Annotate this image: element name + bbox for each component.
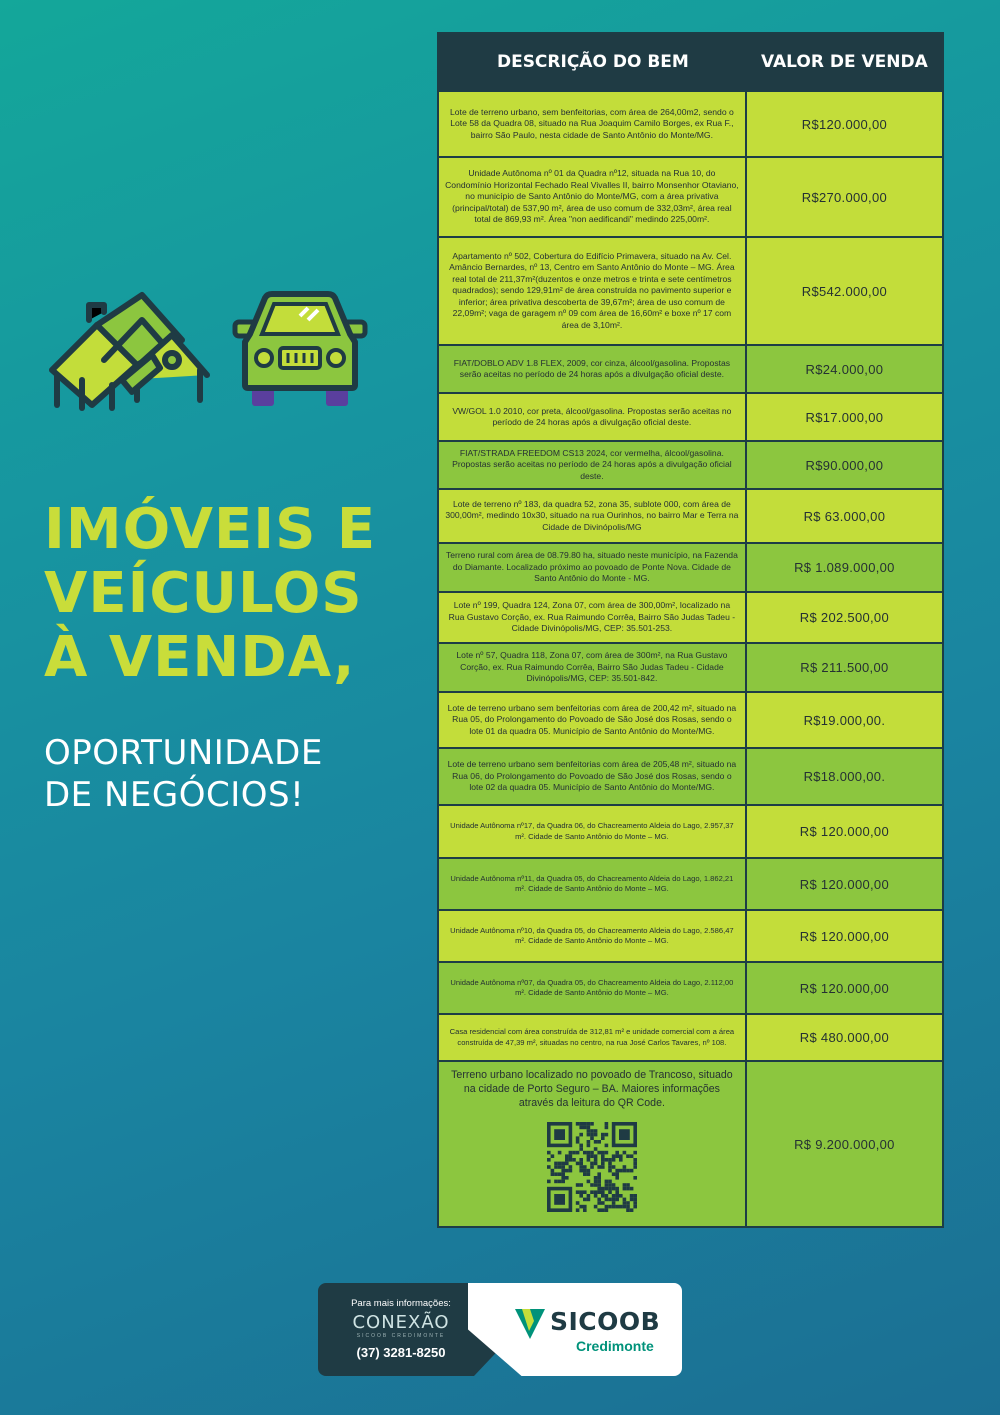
row-description (439, 238, 747, 344)
houses-icon (42, 290, 212, 415)
row-value: R$18.000,00. (747, 749, 942, 804)
row-description-text: Unidade Autônoma nº17, da Quadra 06, do Chacreamento Aldeia do Lago, 2.957,37 m². Cidade de Santo Antônio do Monte – MG. (450, 821, 734, 841)
row-description-text: Lote de terreno nº 183, da quadra 52, zona 35, sublote 000, com área de 300,00m², medindo 10x30, situado na rua Ourinhos, no bairro Mar e Terra na Cidade de Divinópolis/MG (445, 498, 739, 532)
row-description (439, 490, 747, 542)
row-value: R$ 120.000,00 (747, 963, 942, 1013)
table-header (439, 34, 942, 90)
row-description-text: Unidade Autônoma nº 01 da Quadra nº12, situada na Rua 10, do Condomínio Horizontal Fechado Real Vivalles II, bairro Monsenhor Otaviano, no município de Santo Antônio do Monte/MG, com a área privativa (principal/total) de 537,90 m², área de uso comum de 332,03m², área real total de 869,93 m². Área "non aedificandi" medindo 225,00m². (445, 168, 739, 225)
row-description (439, 963, 747, 1013)
row-description (439, 442, 747, 488)
headline-line-3: À VENDA, (44, 625, 356, 690)
subheadline-line-1: OPORTUNIDADE (44, 733, 323, 773)
table-row (439, 591, 942, 642)
row-description-text: Lote de terreno urbano sem benfeitorias com área de 205,48 m², situado na Rua 06, do Prolongamento do Povoado de São José dos Rosas, sendo o lote 02 da quadra 05. Município de Santo Antônio do Monte/MG. (447, 759, 737, 793)
row-description (439, 1062, 747, 1226)
table-row (439, 747, 942, 804)
footer-contact (318, 1283, 682, 1376)
row-description (439, 749, 747, 804)
row-value: R$ 480.000,00 (747, 1015, 942, 1060)
table-row (439, 1013, 942, 1060)
row-description (439, 593, 747, 642)
row-value: R$ 202.500,00 (747, 593, 942, 642)
table-row (439, 642, 942, 691)
illustration-group (42, 290, 372, 415)
table-row (439, 344, 942, 392)
row-description-text: Unidade Autônoma nº07, da Quadra 05, do Chacreamento Aldeia do Lago, 2.112,00 m². Cidade de Santo Antônio do Monte – MG. (450, 977, 734, 997)
qr-code-icon[interactable] (547, 1122, 637, 1212)
row-value: R$542.000,00 (747, 238, 942, 344)
row-description-text: Casa residencial com área construída de 312,81 m² e unidade comercial com a área construída de 47,39 m², situadas no centro, na rua José Carlos Tavares, nº 108. (449, 1027, 735, 1047)
headline-line-1: IMÓVEIS E (44, 497, 377, 562)
row-value: R$19.000,00. (747, 693, 942, 747)
row-description (439, 92, 747, 156)
row-value: R$120.000,00 (747, 92, 942, 156)
row-value: R$ 63.000,00 (747, 490, 942, 542)
row-description-text: Lote de terreno urbano, sem benfeitorias, com área de 264,00m2, sendo o Lote 58 da Quadra 08, situado na Rua Joaquim Camilo Borges, ex Rua F., bairro São Paulo, nesta cidade de Santo Antônio do Monte/MG. (450, 106, 734, 140)
table-row (439, 909, 942, 961)
header-value: VALOR DE VENDA (761, 52, 928, 72)
row-description (439, 544, 747, 591)
row-description (439, 911, 747, 961)
table-row (439, 961, 942, 1013)
table-row (439, 1060, 942, 1226)
row-description-text: Lote nº 199, Quadra 124, Zona 07, com área de 300,00m², localizado na Rua Gustavo Corção, ex. Rua Raimundo Corrêa, Bairro São Judas Tadeu - Cidade Divinópolis/MG, CEP: 35.501-253. (448, 600, 736, 634)
table-row (439, 542, 942, 591)
row-value: R$ 9.200.000,00 (747, 1062, 942, 1226)
row-description (439, 158, 747, 236)
table-row (439, 392, 942, 440)
conexao-brand-sub: SICOOB CREDIMONTE (356, 1333, 446, 1339)
sicoob-name: SICOOB (550, 1307, 661, 1336)
header-description: DESCRIÇÃO DO BEM (496, 52, 689, 72)
row-description-text: FIAT/DOBLO ADV 1.8 FLEX, 2009, cor cinza, álcool/gasolina. Propostas serão aceitas no período de 24 horas após a divulgação oficial deste. (453, 357, 731, 379)
row-description (439, 394, 747, 440)
table-row (439, 90, 942, 156)
row-value: R$24.000,00 (747, 346, 942, 392)
listings-table (437, 32, 944, 1228)
row-description-text: FIAT/STRADA FREEDOM CS13 2024, cor vermelha, álcool/gasolina. Propostas serão aceitas no período de 24 horas após a divulgação oficial deste. (452, 447, 732, 481)
table-row (439, 691, 942, 747)
table-row (439, 156, 942, 236)
subheadline (44, 732, 424, 816)
row-description-text: Apartamento nº 502, Cobertura do Edifício Primavera, situado na Av. Cel. Amâncio Bernardes, nº 13, Centro em Santo Antônio do Monte – MG. Área real total de 211,37m²(duzentos e onze metros e trinta e sete centímetros quadrados); sendo 129,91m² de área construída no pavimento superior e inferior; área privativa descoberta de 39,67m²; área de uso comum de 22,09m²; vaga de garagem nº 09 com área de 16,60m² e boxe nº 17 com área de 3,10m². (449, 251, 735, 330)
headline (44, 498, 424, 690)
sicoob-sub: Credimonte (576, 1338, 654, 1354)
row-description (439, 806, 747, 857)
row-value: R$ 120.000,00 (747, 806, 942, 857)
row-value: R$17.000,00 (747, 394, 942, 440)
subheadline-line-2: DE NEGÓCIOS! (44, 775, 305, 815)
conexao-brand: CONEXÃO (352, 1312, 450, 1333)
row-description (439, 346, 747, 392)
table-row (439, 440, 942, 488)
row-value: R$ 120.000,00 (747, 911, 942, 961)
headline-line-2: VEÍCULOS (44, 561, 363, 626)
contact-info (336, 1298, 466, 1360)
row-value: R$270.000,00 (747, 158, 942, 236)
info-label: Para mais informações: (351, 1298, 451, 1309)
phone-number[interactable]: (37) 3281-8250 (356, 1345, 446, 1360)
row-description (439, 1015, 747, 1060)
table-row (439, 857, 942, 909)
row-description-text: Terreno urbano localizado no povoado de Trancoso, situado na cidade de Porto Seguro – BA. Maiores informações através da leitura do QR Code. (451, 1069, 733, 1109)
car-icon (230, 290, 370, 410)
table-body (439, 90, 942, 1226)
table-row (439, 488, 942, 542)
row-description-text: VW/GOL 1.0 2010, cor preta, álcool/gasolina. Propostas serão aceitas no período de 24 horas após a divulgação oficial deste. (452, 405, 732, 427)
row-description-text: Terreno rural com área de 08.79.80 ha, situado neste município, na Fazenda do Diamante. Localizado próximo ao povoado de Ponte Nova. Cidade de Santo Antônio do Monte - MG. (445, 550, 738, 584)
row-description (439, 693, 747, 747)
row-description (439, 859, 747, 909)
row-description-text: Lote de terreno urbano sem benfeitorias com área de 200,42 m², situado na Rua 05, do Prolongamento do Povoado de São José dos Rosas, sendo o lote 01 da quadra 05. Município de Santo Antônio do Monte/MG. (447, 702, 737, 736)
table-row (439, 804, 942, 857)
row-value: R$90.000,00 (747, 442, 942, 488)
row-value: R$ 1.089.000,00 (747, 544, 942, 591)
sicoob-logo-icon (513, 1307, 547, 1341)
row-description-text: Unidade Autônoma nº10, da Quadra 05, do Chacreamento Aldeia do Lago, 2.586,47 m². Cidade de Santo Antônio do Monte – MG. (450, 925, 734, 945)
row-value: R$ 120.000,00 (747, 859, 942, 909)
row-description-text: Unidade Autônoma nº11, da Quadra 05, do Chacreamento Aldeia do Lago, 1.862,21 m². Cidade de Santo Antônio do Monte – MG. (450, 873, 734, 893)
row-description (439, 644, 747, 691)
table-row (439, 236, 942, 344)
row-description-text: Lote nº 57, Quadra 118, Zona 07, com área de 300m², na Rua Gustavo Corção, ex. Rua Raimundo Corrêa, Bairro São Judas Tadeu - Cidade Divinópolis/MG, CEP: 35.501-842. (456, 650, 728, 684)
row-value: R$ 211.500,00 (747, 644, 942, 691)
